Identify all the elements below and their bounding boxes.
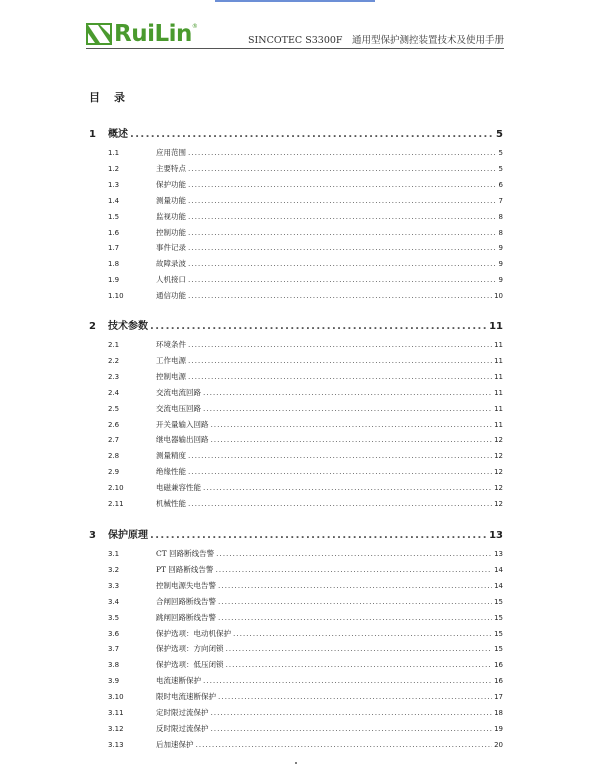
toc-leader-dots <box>216 549 492 558</box>
toc-leader-dots <box>188 356 492 365</box>
toc-page-number: 12 <box>494 452 503 461</box>
toc-page-number: 16 <box>494 661 503 670</box>
toc-page-number: 6 <box>498 180 503 189</box>
toc-page-number: 11 <box>494 420 503 429</box>
toc-section-number: 2.2 <box>108 356 120 365</box>
toc-section-title: 监视功能 <box>156 211 186 221</box>
toc-section-number: 1.2 <box>108 164 120 173</box>
toc-section-title: 限时电流速断保护 <box>156 692 216 702</box>
toc-section-entry[interactable] <box>89 450 503 461</box>
toc-section-entry[interactable] <box>89 147 503 158</box>
toc-section-title: 继电器输出回路 <box>156 435 209 445</box>
toc-chapter-entry[interactable] <box>89 317 503 332</box>
toc-section-title: PT 回路断线告警 <box>156 564 214 574</box>
toc-section-entry[interactable] <box>89 739 503 750</box>
toc-section-number: 3.3 <box>108 581 120 590</box>
toc-leader-dots <box>188 467 492 476</box>
toc-page-number: 12 <box>494 484 503 493</box>
toc-section-title: 绝缘性能 <box>156 467 186 477</box>
toc-section-number: 3.12 <box>108 724 124 733</box>
toc-section-title: 控制电源 <box>156 371 186 381</box>
toc-section-title: 测量功能 <box>156 195 186 205</box>
toc-section-entry[interactable] <box>89 498 503 509</box>
toc-section-entry[interactable] <box>89 612 503 623</box>
toc-section-number: 1.5 <box>108 212 120 221</box>
toc-leader-dots <box>188 499 492 508</box>
toc-section-number: 2.8 <box>108 452 120 461</box>
toc-leader-dots <box>215 565 492 574</box>
logo-wordmark: RuiLin <box>114 21 192 47</box>
toc-leader-dots <box>203 676 492 685</box>
toc-section-number: 3.11 <box>108 709 124 717</box>
toc-section-title: 故障录波 <box>156 259 186 269</box>
toc-section-number: 3.7 <box>108 645 120 654</box>
toc-page-number: 14 <box>494 581 503 590</box>
toc-section-number: 3.10 <box>108 693 124 702</box>
toc-section-entry[interactable] <box>89 580 503 591</box>
toc-page-number: 11 <box>494 404 503 413</box>
toc-section-number: 2.4 <box>108 388 120 397</box>
toc-section-number: 1.7 <box>108 244 120 253</box>
toc-page-number: 16 <box>494 677 503 686</box>
toc-page-number: 5 <box>498 149 503 157</box>
toc-section-number: 2.6 <box>108 420 120 429</box>
toc-page-number: 18 <box>494 709 503 717</box>
toc-page-number: 11 <box>494 388 503 397</box>
toc-page-number: 7 <box>498 196 503 205</box>
toc-section-number: 3.6 <box>108 629 120 638</box>
toc-leader-dots <box>188 259 497 268</box>
toc-section-entry[interactable] <box>89 211 503 222</box>
toc-leader-dots <box>211 420 493 429</box>
toc-leader-dots <box>218 581 492 590</box>
toc-leader-dots <box>211 708 493 717</box>
toc-leader-dots <box>188 275 497 284</box>
toc-section-entry[interactable] <box>89 691 503 702</box>
toc-leader-dots <box>188 243 497 252</box>
toc-section-entry[interactable] <box>89 242 503 253</box>
toc-page-number: 9 <box>498 276 503 285</box>
toc-chapter-entry[interactable] <box>89 526 503 541</box>
toc-section-title: 通信功能 <box>156 291 186 301</box>
toc-section-entry[interactable] <box>89 659 503 670</box>
toc-page-number: 11 <box>494 341 503 349</box>
toc-section-entry[interactable] <box>89 195 503 206</box>
toc-section-entry[interactable] <box>89 723 503 734</box>
toc-section-number: 2.11 <box>108 500 124 508</box>
toc-leader-dots <box>188 180 497 189</box>
toc-section-number: 3.2 <box>108 565 120 574</box>
toc-section-number: 2.5 <box>108 404 120 413</box>
header-divider <box>86 48 504 49</box>
toc-leader-dots <box>188 372 492 381</box>
toc-page-number: 20 <box>494 740 503 749</box>
toc-chapter-title: 保护原理 <box>108 530 148 541</box>
toc-page-number: 5 <box>496 129 503 140</box>
toc-section-number: 2.10 <box>108 484 124 493</box>
toc-leader-dots <box>188 196 497 205</box>
toc-chapter-number: 3 <box>89 530 96 541</box>
top-accent-line <box>215 0 375 2</box>
toc-section-title: 交流电压回路 <box>156 403 201 413</box>
toc-page-number: 8 <box>498 228 503 237</box>
toc-section-entry[interactable] <box>89 482 503 493</box>
toc-section-title: CT 回路断线告警 <box>156 549 215 558</box>
toc-chapter-entry[interactable] <box>89 125 503 140</box>
toc-section-entry[interactable] <box>89 227 503 238</box>
toc-section-entry[interactable] <box>89 371 503 382</box>
toc-section-title: 环境条件 <box>156 340 186 349</box>
toc-section-number: 2.9 <box>108 468 120 477</box>
toc-section-title: 保护选项：电动机保护 <box>156 628 231 638</box>
toc-leader-dots <box>233 629 492 638</box>
toc-leader-dots <box>150 321 487 332</box>
toc-section-title: 主要特点 <box>156 163 186 173</box>
toc-section-number: 1.4 <box>108 196 120 205</box>
registered-mark: ® <box>191 23 198 30</box>
toc-section-title: 保护选项：低压闭锁 <box>156 660 224 670</box>
toc-section-title: 后加速保护 <box>156 739 194 749</box>
toc-section-title: 反时限过流保护 <box>156 723 209 733</box>
toc-leader-dots <box>211 435 493 444</box>
toc-section-number: 3.4 <box>108 597 120 606</box>
toc-page-number: 17 <box>494 693 503 702</box>
toc-leader-dots <box>203 388 492 397</box>
toc-section-entry[interactable] <box>89 419 503 430</box>
toc-chapter-title: 技术参数 <box>108 321 148 332</box>
toc-section-entry[interactable] <box>89 339 503 350</box>
toc-section-entry[interactable] <box>89 403 503 414</box>
toc-section-number: 3.13 <box>108 740 124 749</box>
toc-leader-dots <box>196 740 493 749</box>
toc-page-number: 12 <box>494 468 503 477</box>
toc-section-entry[interactable] <box>89 163 503 174</box>
toc-leader-dots <box>150 530 487 541</box>
toc-section-entry[interactable] <box>89 387 503 398</box>
toc-page-number: 15 <box>494 645 503 654</box>
toc-section-number: 2.7 <box>108 436 120 445</box>
toc-section-title: 控制电源失电告警 <box>156 580 216 590</box>
toc-page-number: 13 <box>489 530 503 541</box>
toc-leader-dots <box>130 129 494 140</box>
toc-page-number: 13 <box>494 550 503 558</box>
toc-section-entry[interactable] <box>89 355 503 366</box>
toc-section-title: 保护功能 <box>156 179 186 189</box>
toc-section-number: 1.3 <box>108 180 120 189</box>
toc-heading: 目录 <box>89 91 139 104</box>
toc-leader-dots <box>188 228 497 237</box>
toc-page-number: 14 <box>494 565 503 574</box>
toc-leader-dots <box>203 483 492 492</box>
toc-leader-dots <box>203 404 492 413</box>
toc-section-entry[interactable] <box>89 675 503 686</box>
toc-section-title: 控制功能 <box>156 227 186 237</box>
toc-section-title: 交流电流回路 <box>156 387 201 397</box>
toc-section-number: 2.1 <box>108 341 120 349</box>
toc-section-number: 1.8 <box>108 260 120 269</box>
toc-page-number: 5 <box>498 164 503 173</box>
toc-section-entry[interactable] <box>89 179 503 190</box>
toc-leader-dots <box>188 340 492 349</box>
toc-section-entry[interactable] <box>89 274 503 285</box>
toc-section-title: 测量精度 <box>156 451 186 461</box>
toc-page-number: 9 <box>498 260 503 269</box>
toc-leader-dots <box>226 660 493 669</box>
toc-section-title: 定时限过流保护 <box>156 708 209 717</box>
toc-page-number: 12 <box>494 500 503 508</box>
toc-section-title: 事件记录 <box>156 243 186 253</box>
toc-page-number: 11 <box>494 356 503 365</box>
toc-section-number: 3.1 <box>108 550 120 558</box>
toc-leader-dots <box>188 291 492 300</box>
toc-section-entry[interactable] <box>89 548 503 559</box>
ruilin-logo-mark-icon <box>86 23 112 45</box>
toc-leader-dots <box>188 451 492 460</box>
toc-section-title: 开关量输入回路 <box>156 419 209 429</box>
toc-page-number: 15 <box>494 629 503 638</box>
toc-section-entry[interactable] <box>89 434 503 445</box>
toc-section-entry[interactable] <box>89 596 503 607</box>
toc-section-number: 1.6 <box>108 228 120 237</box>
toc-page-number: 11 <box>494 372 503 381</box>
toc-section-number: 3.5 <box>108 613 120 622</box>
page-header <box>86 20 504 48</box>
toc-section-title: 电磁兼容性能 <box>156 483 201 493</box>
toc-section-number: 3.9 <box>108 677 120 686</box>
toc-page-number: 12 <box>494 436 503 445</box>
toc-section-number: 1.10 <box>108 292 124 301</box>
toc-section-number: 2.3 <box>108 372 120 381</box>
toc-section-entry[interactable] <box>89 466 503 477</box>
toc-section-title: 人机接口 <box>156 275 186 285</box>
toc-page-number: 15 <box>494 597 503 606</box>
toc-leader-dots <box>218 692 492 701</box>
toc-section-title: 跳闸回路断线告警 <box>156 612 216 622</box>
toc-section-number: 1.1 <box>108 149 120 157</box>
toc-section-title: 保护选项：方向闭锁 <box>156 644 224 654</box>
toc-section-entry[interactable] <box>89 643 503 654</box>
toc-leader-dots <box>188 148 497 157</box>
toc-section-title: 合闸回路断线告警 <box>156 596 216 606</box>
toc-section-number: 1.9 <box>108 276 120 285</box>
toc-section-title: 电流速断保护 <box>156 676 201 686</box>
toc-section-entry[interactable] <box>89 290 503 301</box>
toc-leader-dots <box>218 613 492 622</box>
toc-page-number: 9 <box>498 244 503 253</box>
toc-section-entry[interactable] <box>89 707 503 718</box>
toc-chapter-title: 概述 <box>108 129 128 140</box>
toc-section-entry[interactable] <box>89 564 503 575</box>
toc-section-number: 3.8 <box>108 661 120 670</box>
toc-page-number: 15 <box>494 613 503 622</box>
toc-section-title: 应用范围 <box>156 148 186 157</box>
toc-page-number: 8 <box>498 212 503 221</box>
toc-chapter-number: 2 <box>89 321 96 332</box>
toc-leader-dots <box>211 724 493 733</box>
toc-leader-dots <box>188 212 497 221</box>
toc-leader-dots <box>226 644 493 653</box>
toc-page-number: 10 <box>494 292 503 301</box>
toc-page-number: 11 <box>489 321 503 332</box>
manual-title: SINCOTEC S3300F 通用型保护测控装置技术及使用手册 <box>248 35 504 46</box>
toc-leader-dots <box>188 164 497 173</box>
toc-page-number: 19 <box>494 724 503 733</box>
toc-section-entry[interactable] <box>89 628 503 639</box>
toc-section-title: 机械性能 <box>156 499 186 508</box>
page-footer-marker <box>295 762 297 764</box>
toc-leader-dots <box>218 597 492 606</box>
toc-chapter-number: 1 <box>89 129 96 140</box>
toc-section-entry[interactable] <box>89 258 503 269</box>
ruilin-logo <box>86 20 198 48</box>
toc-section-title: 工作电源 <box>156 355 186 365</box>
